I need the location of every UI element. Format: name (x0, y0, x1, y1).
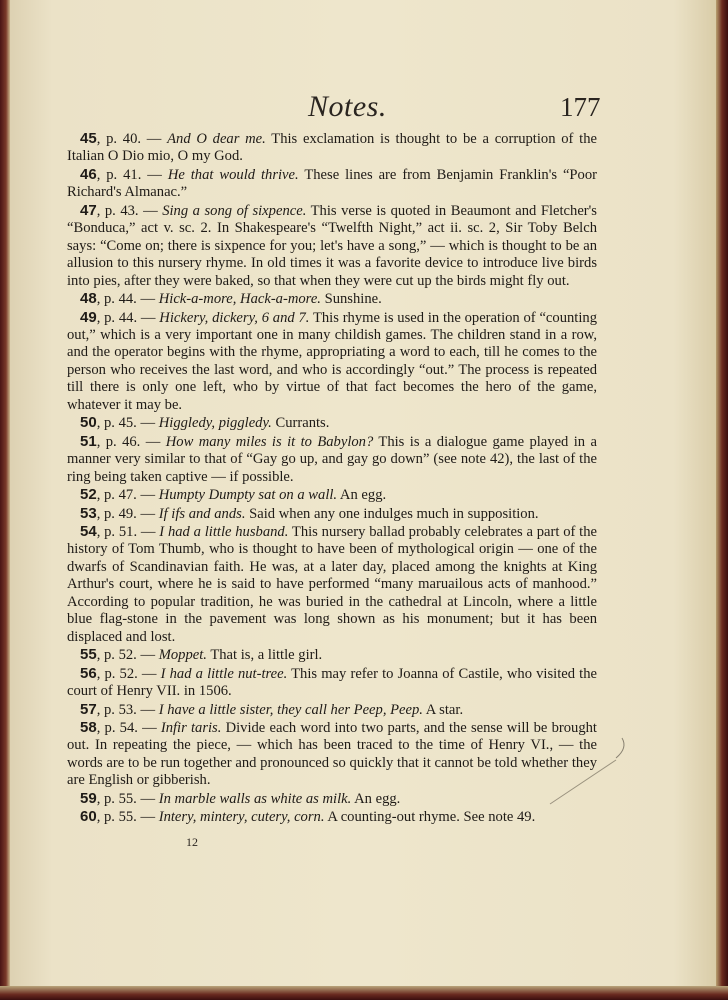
note-quote: And O dear me. (167, 131, 266, 147)
note-text: This nursery ballad probably celebrates a part of the history of Tom Thumb, who is thought to have been of mythological origin — one of the dwarfs of Scandinavian faith. He was, at a later day, placed among the knights at King Arthur's court, where he is said to have performed “many maruailous acts of manhood.” According to popular tradition, he was buried in the cathedral at Lincoln, where a little blue flag-stone in the pavement was long shown as his monument; but it has been displaced and lost. (67, 523, 597, 645)
note-quote: Humpty Dumpty sat on a wall. (158, 487, 338, 504)
note-quote: Intery, mintery, cutery, corn. (158, 809, 325, 826)
note-text: This may refer to Joanna of Castile, who visited the court of Henry VII. in 1506. (67, 665, 597, 700)
book-page (10, 0, 716, 986)
note-text: That is, a little girl. (206, 647, 323, 664)
note-quote: Hick-a-more, Hack-a-more. (158, 291, 321, 308)
note-text: These lines are from Benjamin Franklin's “Poor Richard's Almanac.” (67, 166, 597, 201)
note-text: An egg. (337, 487, 387, 504)
note-page-ref: , p. 44. — (96, 291, 159, 308)
note-page-ref: , p. 46. — (96, 433, 166, 450)
note-number: 54 (80, 522, 97, 540)
note-quote: If ifs and ands. (158, 505, 246, 522)
note-quote: Sing a song of sixpence. (162, 202, 307, 219)
note-text: Currants. (271, 415, 330, 432)
note-page-ref: , p. 47. — (96, 487, 159, 504)
note-text: This rhyme is used in the operation of “counting out,” which is a very important one in many childish games. The children stand in a row, and the operator begins with the rhyme, appropriating a word to each, till he comes to the person who receives the last word, and who is accordingly “out.” The process is repeated till there is only one left, who by virtue of that fact becomes the hero of the game, whatever it may be. (67, 309, 598, 413)
note-number: 49 (80, 308, 97, 326)
note-quote: He that would thrive. (167, 166, 299, 183)
note-quote: I have a little sister, they call her Peep, Peep. (158, 701, 423, 718)
page-number: 177 (560, 92, 601, 122)
book-cover-edge-left (0, 0, 10, 1000)
note-text: This exclamation is thought to be a corruption of the Italian O Dio mio, O my God. (67, 131, 597, 165)
note-text: Sunshine. (320, 291, 382, 308)
note-page-ref: , p. 44. — (96, 309, 160, 326)
note-number: 50 (80, 414, 97, 432)
note-page-ref: , p. 43. — (96, 202, 163, 219)
note-text: This verse is quoted in Beaumont and Fletcher's “Bonduca,” act v. sc. 2. In Shakespeare's “Twelfth Night,” act ii. sc. 2, Sir Toby Belch says: “Come on; there is sixpence for you; let's have a song,” — which is thought to be an allusion to this nursery rhyme. In old times it was a favorite device to introduce live birds into pies, after they were baked, so that when they were cut up the birds might fly out. (67, 202, 597, 289)
note-quote: Infir taris. (160, 719, 222, 736)
note-quote: Hickery, dickery, 6 and 7. (159, 309, 310, 326)
note-number: 46 (80, 165, 97, 183)
signature-mark: 12 (186, 835, 198, 849)
note-quote: How many miles is it to Babylon? (165, 433, 374, 450)
running-title: Notes. (308, 90, 387, 123)
note-page-ref: , p. 51. — (96, 523, 160, 540)
pencil-mark (10, 0, 716, 986)
note-page-ref: , p. 41. — (96, 166, 168, 183)
note-quote: I had a little husband. (159, 523, 289, 540)
note-number: 53 (80, 504, 97, 522)
book-cover-edge-right (716, 0, 728, 1000)
note-number: 56 (80, 664, 97, 682)
note-text: Said when any one indulges much in supposition. (245, 505, 539, 522)
note-quote: Higgledy, piggledy. (158, 415, 272, 432)
note-number: 52 (80, 486, 97, 504)
note-page-ref: , p. 52. — (96, 665, 161, 682)
book-cover-edge-bottom (0, 986, 728, 1000)
note-page-ref: , p. 55. — (96, 809, 159, 826)
note-page-ref: , p. 45. — (96, 415, 159, 432)
note-number: 59 (80, 789, 97, 807)
note-text: Divide each word into two parts, and the sense will be brought out. In repeating the piece, — which has been traced to the time of Henry VI., — the words are to be run together and pronounced so quickly that it cannot be told whether they are English or gibberish. (67, 719, 597, 789)
note-number: 47 (80, 201, 97, 219)
note-page-ref: , p. 53. — (96, 701, 159, 718)
note-number: 48 (80, 290, 97, 308)
note-quote: Moppet. (158, 647, 207, 664)
note-page-ref: , p. 55. — (96, 790, 159, 807)
note-page-ref: , p. 52. — (96, 647, 159, 664)
note-page-ref: , p. 40. — (96, 131, 168, 147)
note-number: 55 (80, 646, 97, 664)
note-text: This is a dialogue game played in a manner very similar to that of “Gay go up, and gay go down” (see note 42), the last of the ring being taken captive — if possible. (67, 433, 597, 485)
note-page-ref: , p. 49. — (96, 505, 159, 522)
note-text: An egg. (351, 790, 401, 807)
note-text: A star. (422, 701, 464, 718)
note-number: 58 (80, 718, 97, 736)
note-text: A counting-out rhyme. See note 49. (324, 809, 536, 826)
note-quote: I had a little nut-tree. (160, 665, 288, 682)
note-number: 51 (80, 432, 97, 450)
note-number: 57 (80, 700, 97, 718)
note-number: 45 (80, 130, 97, 147)
note-number: 60 (80, 808, 97, 826)
note-quote: In marble walls as white as milk. (158, 790, 352, 807)
note-page-ref: , p. 54. — (96, 719, 161, 736)
